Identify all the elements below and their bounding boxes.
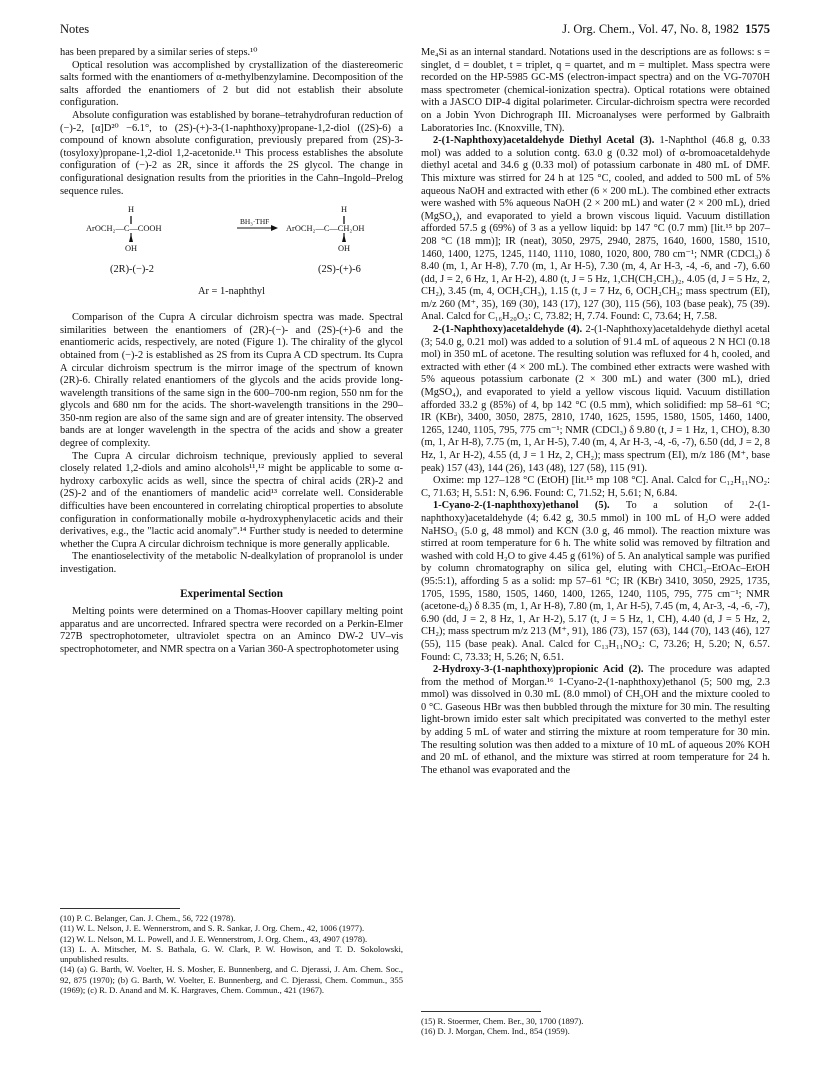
footnote: (10) P. C. Belanger, Can. J. Chem., 56, 722 (1978). — [60, 913, 236, 923]
reagent-label: BH₃·THF — [240, 217, 270, 227]
procedure-paragraph — [421, 500, 770, 664]
compound-title: 1-Cyano-2-(1-naphthoxy)ethanol (5). — [433, 500, 610, 512]
paragraph: Me₄Si as an internal standard. Notations used in the descriptions are as follows: s = singlet, d = doublet, t = triplet, q = quartet, and m = multiplet. Mass spectra were recorded on the HP-5985 GC-MS (electron-impact spectra) and on the VG-7070H mass spectrometer (chemical-ionization spectra). Optical rotations were obtained with a JASCO DIP-4 digital polarimeter. Circular-dichroism spectra were recorded on a Jobin Yvon Dichrograph III. Microanalyses were performed by Galbraith Laboratories Inc. (Knoxville, TN). — [421, 47, 770, 134]
procedure-text: To a solution of 2-(1-naphthoxy)acetaldehyde (4; 6.42 g, 30.5 mmol) in 100 mL of H₂O were added NaHSO₃ (5.0 g, 48 mmol) and KCN (3.0 g, 46 mmol). The reaction mixture was stirred at room temperature for 6 h. The white solid was removed by filtration and washed with cold H₂O to give 4.45 g (61%) of 5. An analytical sample was purified by column chromatography on silica gel, eluting with CHCl₃–EtOAc–EtOH (95:5:1), affording 5 as a solid: mp 57–61 °C; IR (KBr) 3410, 3050, 2925, 1735, 1705, 1595, 1580, 1505, 1460, 1400, 1265, 1240, 1105, 795, 775 cm⁻¹; NMR (acetone-d₆) δ 8.35 (m, 1, Ar H-8), 7.80 (m, 1, Ar H-5), 7.45 (m, 4, Ar-3, -4, -6, -7), 6.90 (dd, J = 2, 8 Hz, 1, Ar H-2), 5.17 (t, J = 5 Hz, 1, CH), 4.40 (d, J = 5 Hz, 2, CH₂); mass spectrum m/z 213 (M⁺, 91), 186 (73), 157 (63), 144 (70), 143 (46), 127 (55), 115 (base peak). Anal. Calcd for C₁₃H₁₁NO₂: C, 73.26; H, 5.20; N, 6.57. Found: C, 73.33; H, 5.26; N, 6.51. — [421, 500, 771, 663]
footnote: (13) L. A. Mitscher, M. S. Bathala, G. W. Clark, P. W. Howison, and T. D. Sokolowski, unpublished results. — [60, 943, 403, 965]
paragraph: Melting points were determined on a Thomas-Hoover capillary melting point apparatus and are uncorrected. Infrared spectra were recorded on a Perkin-Elmer 727B spectrophotometer, ultraviolet spectra on an Aminco DW-2 UV–vis spectrophotometer, and NMR spectra on a Varian 360-A spectrophotometer using — [60, 606, 403, 655]
footnote: (15) R. Stoermer, Chem. Ber., 30, 1700 (1897). — [421, 1016, 584, 1026]
reaction-arrow-head — [271, 225, 278, 231]
atom-oh1: OH — [125, 244, 138, 254]
product-label: (2S)-(+)-6 — [318, 264, 361, 276]
paragraph: Comparison of the Cupra A circular dichroism spectra was made. Spectral similarities between the enantiomers of (2R)-(−)- and (2S)-(+)-6 and the enantiomeric acids, respectively, are noted (Figure 1). The chirality of the glycol obtained from (−)-2 is established as 2S from its Cupra A CD spectrum. Its Cupra A circular dichroism spectrum is the mirror image of the spectrum of known (2R)-6. Chirally related enantiomers of the glycols and the acids provide long-wavelength transitions of the same sign in the 600–700-nm region, 550 nm for the glycols and 680 nm for the acids. The short-wavelength transitions in the 290–350-nm region are also of the same sign and are of greater intensity. The observed bands are at longer wavelength in the spectra of the acids and show a greater degree of complexity. — [60, 312, 403, 450]
paragraph: The enantioselectivity of the metabolic N-dealkylation of propranolol is under investigation. — [60, 551, 403, 575]
procedure-text: The procedure was adapted from the method of Morgan.¹⁶ 1-Cyano-2-(1-naphthoxy)ethanol (5; 500 mg, 2.3 mmol) was dissolved in 0.30 mL (8.0 mmol) of CH₃OH and the mixture cooled to 0 °C. Gaseous HBr was then bubbled through the mixture for 30 min. The resulting light-brown imido ester salt which precipitated was converted to the methyl ester by adding 5 mL of water and stirring the mixture at room temperature for 30 min. The resulting solution was then added to a mixture of 10 mL of aqueous 20% KOH and 20 mL of ethanol, and the mixture was stirred at room temperature for 24 h. The ethanol was evaporated and the — [421, 664, 770, 776]
header-section: Notes — [60, 22, 90, 36]
footnote: (16) D. J. Morgan, Chem. Ind., 854 (1959). — [421, 1026, 570, 1037]
procedure-paragraph — [421, 664, 770, 777]
compound-title: 2-(1-Naphthoxy)acetaldehyde Diethyl Acetal (3). — [433, 135, 655, 147]
footnote-rule — [60, 908, 180, 909]
procedure-paragraph — [421, 324, 770, 475]
reactant-label: (2R)-(−)-2 — [110, 264, 154, 276]
reactant-formula: ArOCH₂—C—COOH — [86, 224, 162, 234]
procedure-paragraph — [421, 135, 770, 324]
paragraph: Absolute configuration was established by borane–tetrahydrofuran reduction of (−)-2, [α]D²⁰ −6.1°, to (2S)-(+)-3-(1-naphthoxy)propane-1,2-diol ((2S)-6) a compound of known absolute configuration, previously prepared from (2S)-3-(tosyloxy)propane-1,2-diol 1,2-acetonide.¹¹ This process establishes the absolute configuration of (−)-2 as 2R, since it affords the 2S glycol. The change in configurational designation results from the priorities in the Cahn–Ingold–Prelog sequence rules. — [60, 109, 403, 197]
footnote-rule — [421, 1011, 541, 1012]
atom-h2: H — [341, 205, 348, 215]
atom-h1: H — [128, 205, 135, 215]
procedure-text: 1-Naphthol (46.8 g, 0.33 mol) was added to a solution contg. 63.0 g (0.32 mol) of α-bromoacetaldehyde diethyl acetal and 34.6 g (0.33 mol) of potassium carbonate in 480 mL of DMF. This mixture was stirred for 24 h at 125 °C, cooled, and added to 500 mL of 5% aqueous NaOH and extracted with ether (6 × 200 mL). The combined ether extracts were washed with 5% aqueous NaOH (2 × 200 mL) and water (2 × 200 mL), dried (MgSO₄), and evaporated to yield a brown viscous liquid. Vacuum distillation afforded 57.5 g (69%) of 3 as a yellow liquid: bp 147 °C (0.7 mm) [lit.¹⁵ bp 207–208 °C (18 mm)]; IR (neat), 3050, 2975, 2940, 2875, 1640, 1600, 1580, 1510, 1460, 1400, 1275, 1245, 1140, 1110, 1080, 1020, 800, 780 cm⁻¹; NMR (CDCl₃) δ 8.40 (m, 1, Ar H-8), 7.70 (m, 1, Ar H-5), 7.30 (m, 4, Ar H-3, -4, -6, and -7), 6.60 (dd, J = 2, 6 Hz, 1, Ar H-2), 4.80 (t, J = 5 Hz, 1,CH(CH₂CH₃)₂, 4.05 (d, J = 5 Hz, 2, CH₂), 3.45 (m, 4, OCH₂CH₃), 1.15 (t, J = 7 Hz, 6, OCH₂CH₃; mass spectrum (EI), m/z 260 (M⁺, 35), 169 (30), 143 (17), 127 (30), 115 (56), 103 (base peak), 75 (39). Anal. Calcd for C₁₆H₂₀O₃: C, 73.82; H, 7.74. Found: C, 73.64; H, 7.58. — [421, 135, 770, 323]
right-column — [421, 47, 770, 777]
footnote: (11) W. L. Nelson, J. E. Wennerstrom, and S. R. Sankar, J. Org. Chem., 42, 1006 (1977). — [60, 923, 365, 934]
footnote: (12) W. L. Nelson, M. L. Powell, and J. E. Wennerstrom, J. Org. Chem., 43, 4907 (1978). — [60, 933, 368, 944]
aryl-definition: Ar = 1-naphthyl — [197, 286, 266, 298]
paragraph: Oxime: mp 127–128 °C (EtOH) [lit.¹⁵ mp 108 °C]. Anal. Calcd for C₁₂H₁₁NO₂: C, 71.63; H, 5.51: N, 6.96. Found: C, 71.52; H, 5.61; N, 6.84. — [421, 475, 770, 499]
page-header — [60, 22, 770, 38]
footnotes-right — [421, 1011, 770, 1037]
header-journal — [562, 22, 770, 37]
atom-oh2: OH — [338, 244, 351, 254]
journal-citation: J. Org. Chem., Vol. 47, No. 8, 1982 — [562, 22, 739, 36]
procedure-text: 2-(1-Naphthoxy)acetaldehyde diethyl acetal (3; 54.0 g, 0.21 mol) was added to a solution of 91.4 mL of aqueous 2 N HCl (0.18 mol) in 350 mL of acetone. The resulting solution was refluxed for 4 h, cooled, and extracted with ether (4 × 200 mL). The combined ether extracts were washed with 5% aqueous potassium carbonate (2 × 300 mL) and water (300 mL), dried (MgSO₄), and evaporated to yield a yellow viscous liquid. Vacuum distillation afforded 33.2 g (85%) of 4, bp 142 °C (0.5 mm), which solidified: mp 58–61 °C; IR (KBr), 3400, 3050, 2875, 2810, 1740, 1625, 1595, 1580, 1505, 1460, 1400, 1265, 1240, 1105, 795, 775 cm⁻¹; NMR (CDCl₃) δ 9.80 (t, J = 1 Hz, 1, CHO), 8.30 (m, 1, Ar H-8), 7.75 (m, 1, Ar H-5), 7.40 (m, 4, Ar H-3, -4, -6, -7), 6.50 (dd, J = 2, 8 Hz, 1, Ar H-2), 4.55 (d, J = 1 Hz, 2, CH₂); mass spectrum (EI), m/z 186 (M⁺, base peak) 157 (43), 144 (26), 143 (48), 127 (58), 115 (91). — [421, 324, 770, 474]
compound-title: 2-(1-Naphthoxy)acetaldehyde (4). — [433, 324, 583, 336]
product-formula: ArOCH₂—C—CH₂OH — [286, 224, 365, 234]
footnote: (14) (a) G. Barth, W. Voelter, H. S. Mosher, E. Bunnenberg, and C. Djerassi, J. Am. Chem. Soc., 92, 875 (1970); (b) G. Barth, W. Voelter, E. Bunnenberg, and C. Djerassi, Chem. Commun., 355 (1969); (c) R. D. Anand and M. K. Hargraves, Chem. Commun., 421 (1967). — [60, 964, 403, 996]
section-heading: Experimental Section — [180, 587, 283, 600]
reaction-scheme — [60, 202, 403, 308]
paragraph: The Cupra A circular dichroism technique, previously applied to several closely related 1,2-diols and amino alcohols¹¹,¹² might be applicable to some α-hydroxy carboxylic acids as well, since the spectra of chiral acids (2R)-2 and (2S)-2 and of the enantiomers of mandelic acid¹³ correlate well. Considerable difficulties have been encountered in correlating chiroptical properties to absolute configuration in conformationally mobile α-hydroxyphenylacetic acids and their derivatives, e.g., the "lactic acid anomaly".¹⁴ Further study is needed to determine whether the Cupra A circular dichroism technique is more generally applicable. — [60, 450, 403, 550]
left-column — [60, 47, 403, 657]
compound-title: 2-Hydroxy-3-(1-naphthoxy)propionic Acid (2). — [433, 664, 644, 676]
paragraph: has been prepared by a similar series of steps.¹⁰ — [60, 47, 258, 58]
paragraph: Optical resolution was accomplished by crystallization of the diastereomeric salts formed with the enantiomers of α-methylbenzylamine. Decomposition of the salts afforded the enantiomers of 2 but did not establish their absolute configuration. — [60, 59, 403, 109]
footnotes-left — [60, 908, 403, 995]
page-number: 1575 — [745, 22, 770, 36]
